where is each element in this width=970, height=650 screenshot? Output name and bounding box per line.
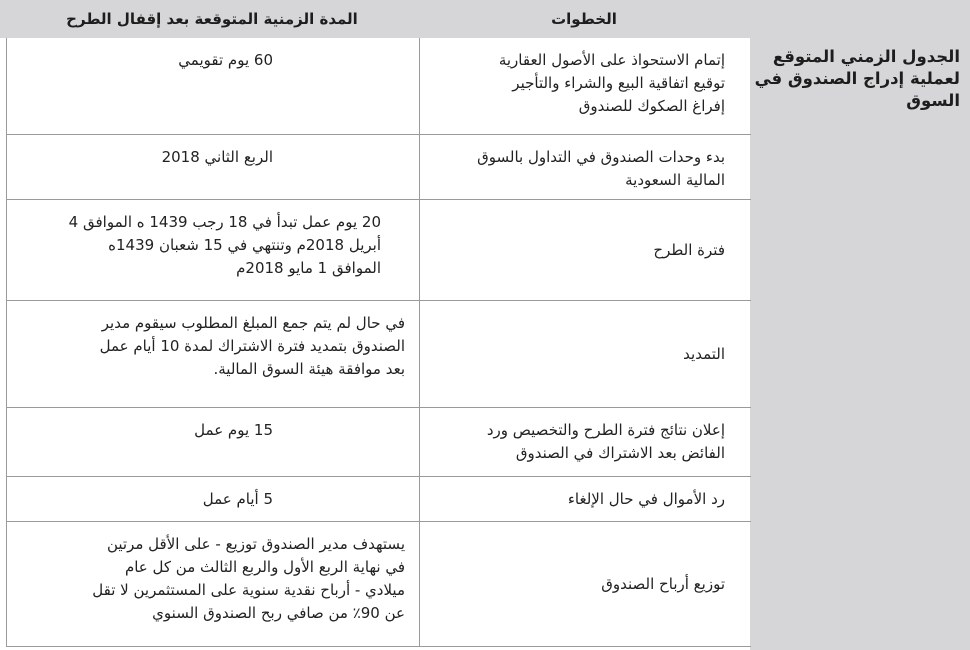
section-title xyxy=(754,46,960,112)
step-cell xyxy=(419,301,751,407)
step-cell xyxy=(419,38,751,134)
duration-text: في نهاية الربع الأول والربع الثالث من كل عام xyxy=(124,558,405,576)
table-row xyxy=(7,301,751,408)
step-text: توقيع اتفاقية البيع والشراء والتأجير xyxy=(512,74,725,92)
duration-cell xyxy=(7,477,419,521)
duration-cell xyxy=(7,301,419,407)
duration-text: بعد موافقة هيئة السوق المالية. xyxy=(213,360,405,378)
timeline-table xyxy=(6,38,751,647)
duration-text: أبريل 2018م وتنتهي في 15 شعبان 1439ه xyxy=(108,236,381,254)
step-text: الفائض بعد الاشتراك في الصندوق xyxy=(515,444,725,462)
step-text: توزيع أرباح الصندوق xyxy=(601,574,725,593)
step-text: التمديد xyxy=(683,344,725,363)
step-text: بدء وحدات الصندوق في التداول بالسوق xyxy=(477,148,725,166)
duration-column-header: المدة الزمنية المتوقعة بعد إقفال الطرح xyxy=(66,10,358,28)
table-row xyxy=(7,135,751,200)
table-row xyxy=(7,38,751,135)
duration-text: الصندوق بتمديد فترة الاشتراك لمدة 10 أيام عمل xyxy=(99,337,405,355)
section-title-line: السوق xyxy=(906,91,960,110)
duration-text: 15 يوم عمل xyxy=(194,421,273,439)
duration-text: 20 يوم عمل تبدأ في 18 رجب 1439 ه الموافق 4 xyxy=(68,213,381,231)
duration-text: يستهدف مدير الصندوق توزيع - على الأقل مرتين xyxy=(106,535,405,553)
table-row xyxy=(7,477,751,522)
step-cell xyxy=(419,408,751,476)
duration-cell xyxy=(7,408,419,476)
step-text: رد الأموال في حال الإلغاء xyxy=(567,489,725,508)
section-title-line: الجدول الزمني المتوقع xyxy=(772,47,960,66)
step-cell xyxy=(419,135,751,199)
duration-text: الموافق 1 مايو 2018م xyxy=(236,259,381,277)
steps-column-header: الخطوات xyxy=(551,10,617,28)
step-text: إفراغ الصكوك للصندوق xyxy=(578,97,725,115)
table-row xyxy=(7,522,751,647)
section-title-line: لعملية إدراج الصندوق في xyxy=(754,69,960,88)
step-text: إتمام الاستحواذ على الأصول العقارية xyxy=(498,51,725,69)
duration-text: ميلادي - أرباح نقدية سنوية على المستثمرين لا تقل xyxy=(92,581,405,599)
step-cell xyxy=(419,200,751,300)
duration-cell xyxy=(7,38,419,134)
duration-cell xyxy=(7,522,419,646)
duration-cell xyxy=(7,200,419,300)
duration-text: الربع الثاني 2018 xyxy=(161,148,273,166)
section-label-panel xyxy=(750,0,970,650)
duration-text: عن 90٪ من صافي ربح الصندوق السنوي xyxy=(152,604,405,622)
duration-cell xyxy=(7,135,419,199)
duration-text: 60 يوم تقويمي xyxy=(178,51,273,69)
step-text: المالية السعودية xyxy=(625,171,725,189)
step-cell xyxy=(419,522,751,646)
table-header xyxy=(0,0,750,38)
step-text: فترة الطرح xyxy=(653,240,725,259)
duration-text: 5 أيام عمل xyxy=(202,489,273,508)
table-row xyxy=(7,200,751,301)
step-text: إعلان نتائج فترة الطرح والتخصيص ورد xyxy=(486,421,725,439)
table-row xyxy=(7,408,751,477)
step-cell xyxy=(419,477,751,521)
duration-text: في حال لم يتم جمع المبلغ المطلوب سيقوم مدير xyxy=(101,314,405,332)
